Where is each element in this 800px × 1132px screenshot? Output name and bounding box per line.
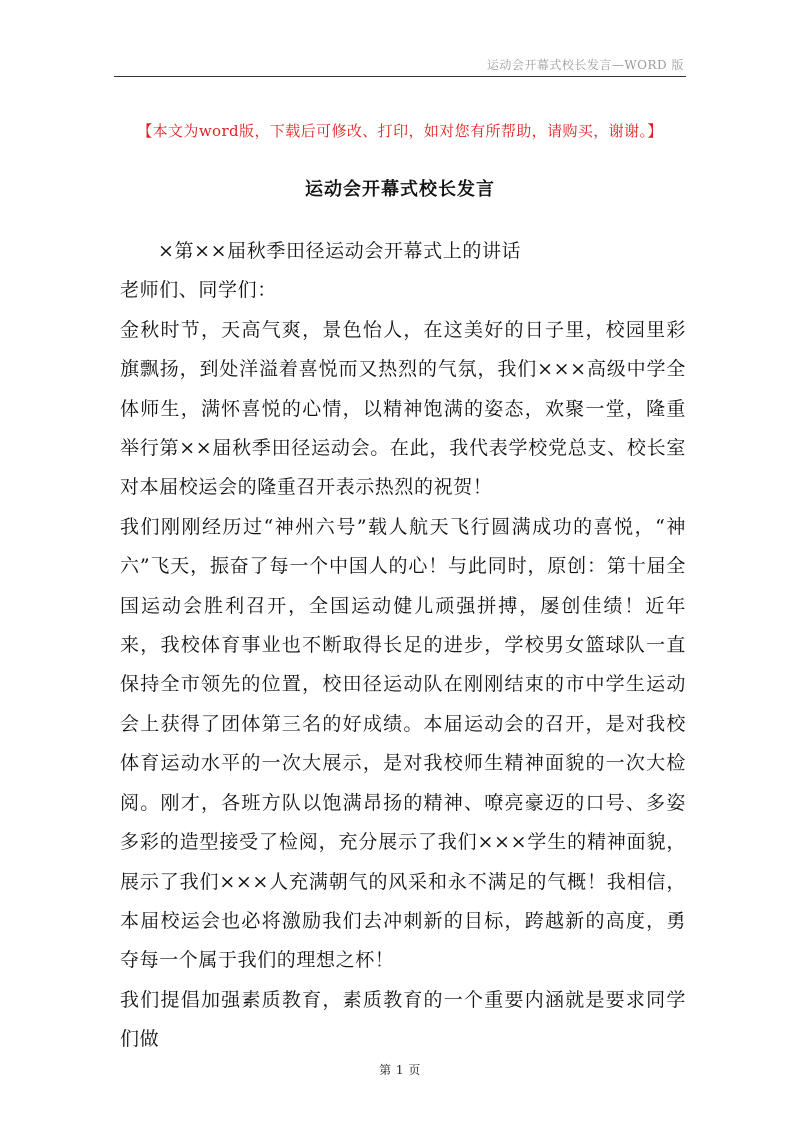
page-number: 第 1 页 <box>379 1063 421 1077</box>
document-title: 运动会开幕式校长发言 <box>305 179 495 200</box>
salutation: 老师们、同学们： <box>120 279 277 302</box>
document-body <box>120 232 686 1060</box>
body-paragraph: 金秋时节，天高气爽，景色怡人，在这美好的日子里，校园里彩旗飘扬，到处洋溢着喜悦而又热烈的气氛，我们×××高级中学全体师生，满怀喜悦的心情，以精神饱满的姿态，欢聚一堂，隆重举行第××届秋季田径运动会。在此，我代表学校党总支、校长室对本届校运会的隆重召开表示热烈的祝贺！ <box>120 318 686 499</box>
body-paragraph: 我们提倡加强素质教育，素质教育的一个重要内涵就是要求同学们做 <box>120 988 686 1051</box>
speech-subtitle: ×第××届秋季田径运动会开幕式上的讲话 <box>158 240 522 262</box>
running-header: 运动会开幕式校长发言—WORD 版 <box>486 58 684 72</box>
word-version-notice: 【本文为word版，下载后可修改、打印，如对您有所帮助，请购买，谢谢。】 <box>137 122 663 140</box>
header-divider <box>114 76 686 77</box>
body-paragraph: 我们刚刚经历过“神州六号”载人航天飞行圆满成功的喜悦，“神六”飞天，振奋了每一个中国人的心！与此同时，原创：第十届全国运动会胜利召开，全国运动健儿顽强拼搏，屡创佳绩！近年来，我校体育事业也不断取得长足的进步，学校男女篮球队一直保持全市领先的位置，校田径运动队在刚刚结束的市中学生运动会上获得了团体第三名的好成绩。本届运动会的召开，是对我校体育运动水平的一次大展示，是对我校师生精神面貌的一次大检阅。刚才，各班方队以饱满昂扬的精神、嘹亮豪迈的口号、多姿多彩的造型接受了检阅，充分展示了我们×××学生的精神面貌，展示了我们×××人充满朝气的风采和永不满足的气概！我相信，本届校运会也必将激励我们去冲刺新的目标，跨越新的高度，勇夺每一个属于我们的理想之杯！ <box>120 515 686 972</box>
